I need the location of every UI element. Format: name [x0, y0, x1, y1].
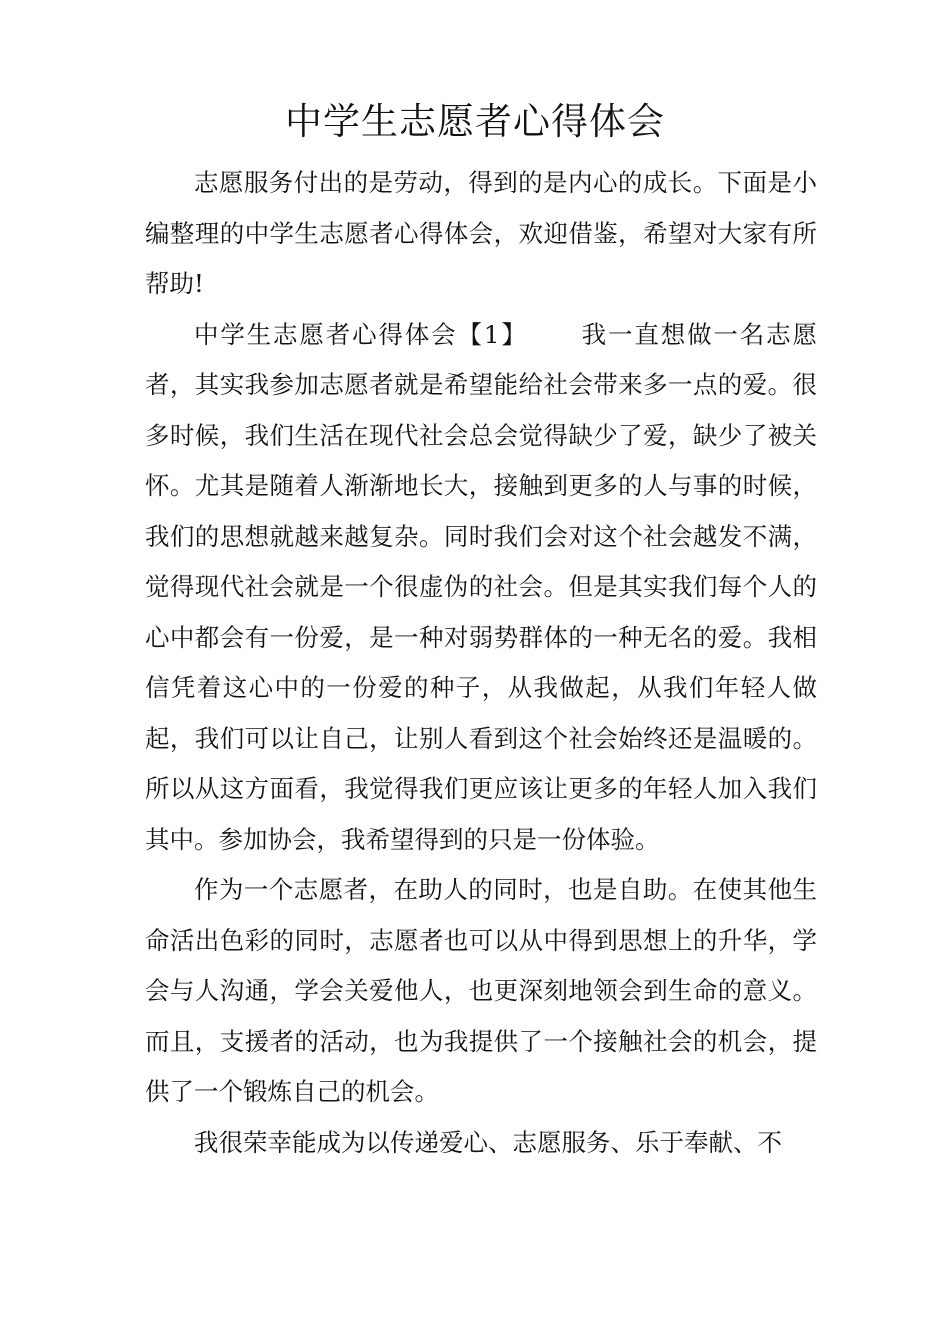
- intro-paragraph: 志愿服务付出的是劳动，得到的是内心的成长。下面是小编整理的中学生志愿者心得体会，欢迎借鉴，希望对大家有所帮助!: [145, 168, 817, 298]
- document-body: [145, 158, 817, 1168]
- section-1-heading: 中学生志愿者心得体会【1】: [194, 319, 528, 349]
- section-1-paragraph: [145, 310, 817, 866]
- document-title: 中学生志愿者心得体会: [285, 100, 665, 143]
- paragraph-2: 作为一个志愿者，在助人的同时，也是自助。在使其他生命活出色彩的同时，志愿者也可以从中得到思想上的升华，学会与人沟通，学会关爱他人，也更深刻地领会到生命的意义。而且，支援者的活动，也为我提供了一个接触社会的机会，提供了一个锻炼自己的机会。: [145, 875, 817, 1106]
- paragraph-3: 我很荣幸能成为以传递爱心、志愿服务、乐于奉献、不: [194, 1127, 782, 1157]
- section-1-text: 我一直想做一名志愿者，其实我参加志愿者就是希望能给社会带来多一点的爱。很多时候，我们生活在现代社会总会觉得缺少了爱，缺少了被关怀。尤其是随着人渐渐地长大，接触到更多的人与事的时候，我们的思想就越来越复杂。同时我们会对这个社会越发不满，觉得现代社会就是一个很虚伪的社会。但是其实我们每个人的心中都会有一份爱，是一种对弱势群体的一种无名的爱。我相信凭着这心中的一份爱的种子，从我做起，从我们年轻人做起，我们可以让自己，让别人看到这个社会始终还是温暖的。所以从这方面看，我觉得我们更应该让更多的年轻人加入我们其中。参加协会，我希望得到的只是一份体验。: [145, 319, 817, 854]
